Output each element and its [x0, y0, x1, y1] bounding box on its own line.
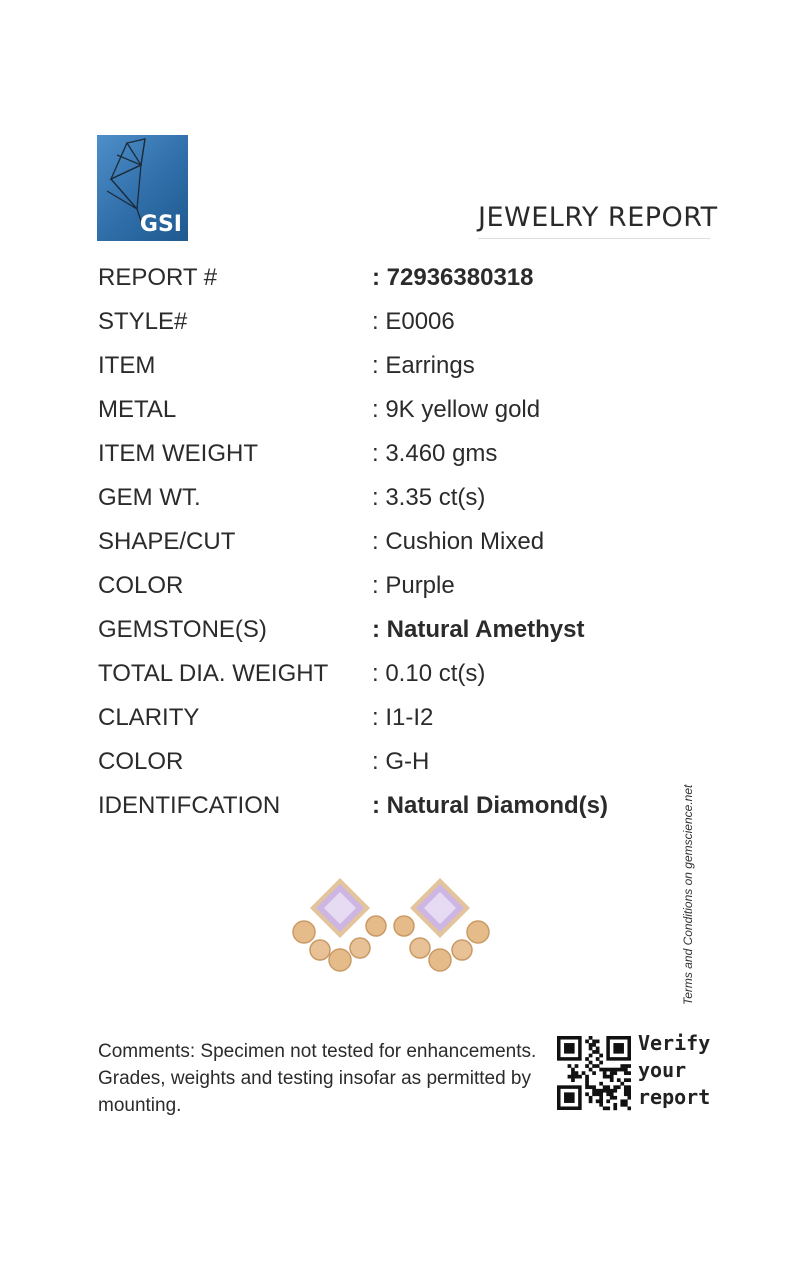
field-label: ITEM WEIGHT: [98, 440, 258, 467]
verify-line: report: [638, 1085, 711, 1109]
field-row: [98, 302, 718, 346]
left-earring: [293, 878, 386, 971]
field-row: [98, 742, 718, 786]
verify-report-link[interactable]: [638, 1030, 710, 1111]
field-value: : Cushion Mixed: [372, 528, 545, 555]
field-row: [98, 434, 718, 478]
field-label: GEM WT.: [98, 484, 201, 511]
field-label: GEMSTONE(S): [98, 616, 267, 643]
field-value: : Natural Diamond(s): [372, 792, 609, 819]
field-row: [98, 346, 718, 390]
comments-text: Comments: Specimen not tested for enhancements. Grades, weights and testing insofar as permitted by mounting.: [98, 1041, 537, 1116]
field-value: : 0.10 ct(s): [372, 660, 486, 687]
terms-and-conditions: Terms and Conditions on gemscience.net: [681, 784, 695, 1005]
earrings-photo: [282, 868, 512, 983]
field-label: COLOR: [98, 572, 184, 599]
field-label: STYLE#: [98, 308, 188, 335]
gsi-logo: [97, 135, 188, 241]
field-value: : 3.460 gms: [372, 440, 498, 467]
field-label: TOTAL DIA. WEIGHT: [98, 660, 329, 687]
field-value: : G-H: [372, 748, 430, 775]
field-value: : E0006: [372, 308, 455, 335]
field-value: : 3.35 ct(s): [372, 484, 486, 511]
field-row: [98, 566, 718, 610]
field-label: IDENTIFCATION: [98, 792, 281, 819]
right-earring: [394, 878, 489, 971]
verify-line: your: [638, 1058, 687, 1082]
qr-code-icon[interactable]: [557, 1036, 631, 1112]
field-label: CLARITY: [98, 704, 200, 731]
field-row: [98, 390, 718, 434]
report-fields: [98, 258, 718, 830]
report-title: JEWELRY REPORT: [478, 202, 718, 233]
field-value: : Earrings: [372, 352, 475, 379]
field-label: REPORT #: [98, 264, 218, 291]
field-row: [98, 654, 718, 698]
field-value: : 72936380318: [372, 264, 534, 291]
field-value: : 9K yellow gold: [372, 396, 541, 423]
field-label: ITEM: [98, 352, 156, 379]
field-label: METAL: [98, 396, 177, 423]
field-value: : Purple: [372, 572, 455, 599]
logo-text: GSI: [139, 212, 182, 237]
field-row: [98, 522, 718, 566]
field-label: COLOR: [98, 748, 184, 775]
field-row: [98, 610, 718, 654]
field-row: [98, 258, 718, 302]
field-value: : Natural Amethyst: [372, 616, 585, 643]
title-divider: [478, 238, 710, 239]
field-row: [98, 786, 718, 830]
verify-line: Verify: [638, 1031, 711, 1055]
field-row: [98, 698, 718, 742]
field-row: [98, 478, 718, 522]
field-value: : I1-I2: [372, 704, 434, 731]
field-label: SHAPE/CUT: [98, 528, 236, 555]
